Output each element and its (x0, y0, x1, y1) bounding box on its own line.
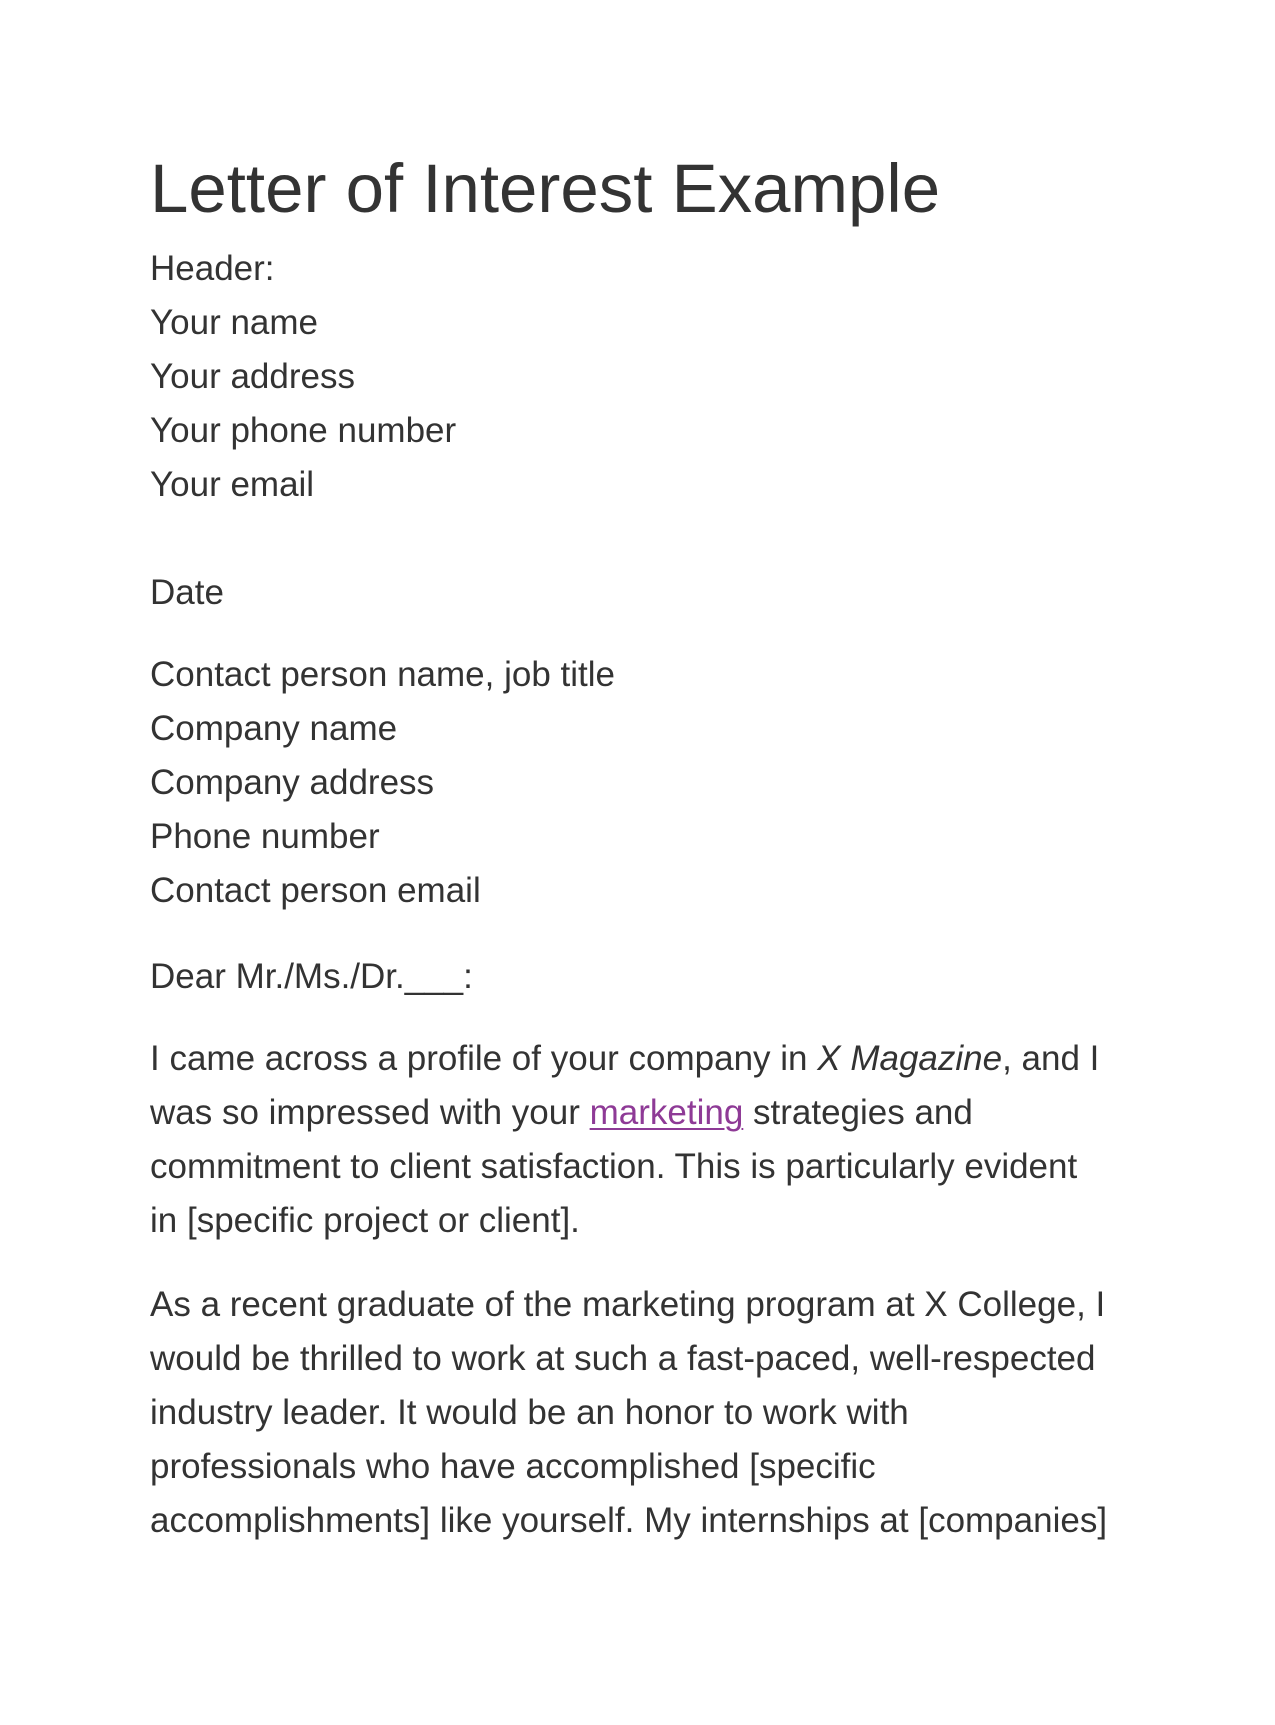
paragraph-1-text: I came across a profile of your company in (150, 1039, 818, 1078)
paragraph-2-line-3: industry leader. It would be an honor to work with (150, 1393, 909, 1432)
recipient-phone-line: Phone number (150, 817, 380, 856)
header-label: Header: (150, 249, 275, 288)
date-block (150, 566, 224, 620)
salutation-line: Dear Mr./Ms./Dr.___: (150, 957, 473, 996)
paragraph-1-line-1 (150, 1032, 1140, 1086)
paragraph-2 (150, 1278, 1140, 1548)
marketing-link[interactable]: marketing (589, 1093, 744, 1132)
page-title: Letter of Interest Example (150, 150, 941, 227)
recipient-email-line: Contact person email (150, 871, 481, 910)
recipient-block (150, 648, 615, 918)
recipient-company-line: Company name (150, 709, 398, 748)
sender-name-line: Your name (150, 303, 318, 342)
paragraph-2-line-2: would be thrilled to work at such a fast-paced, well-respected (150, 1339, 1096, 1378)
paragraph-2-line-1: As a recent graduate of the marketing program at X College, I (150, 1285, 1106, 1324)
paragraph-2-line-4: professionals who have accomplished [specific (150, 1447, 876, 1486)
paragraph-1-text: was so impressed with your (150, 1093, 590, 1132)
recipient-name-title-line: Contact person name, job title (150, 655, 615, 694)
sender-email-line: Your email (150, 465, 315, 504)
sender-header-block (150, 242, 456, 512)
paragraph-1-line-3: commitment to client satisfaction. This is particularly evident (150, 1147, 1078, 1186)
paragraph-1-line-2 (150, 1086, 1140, 1140)
paragraph-1-text: strategies and (743, 1093, 973, 1132)
magazine-name: X Magazine (817, 1039, 1003, 1078)
sender-address-line: Your address (150, 357, 355, 396)
paragraph-1 (150, 1032, 1140, 1248)
paragraph-1-text: , and I (1002, 1039, 1100, 1078)
date-line: Date (150, 573, 224, 612)
salutation-block (150, 950, 473, 1004)
sender-phone-line: Your phone number (150, 411, 457, 450)
recipient-address-line: Company address (150, 763, 435, 802)
paragraph-2-line-5: accomplishments] like yourself. My internships at [companies] (150, 1501, 1108, 1540)
paragraph-1-line-4: in [specific project or client]. (150, 1201, 580, 1240)
